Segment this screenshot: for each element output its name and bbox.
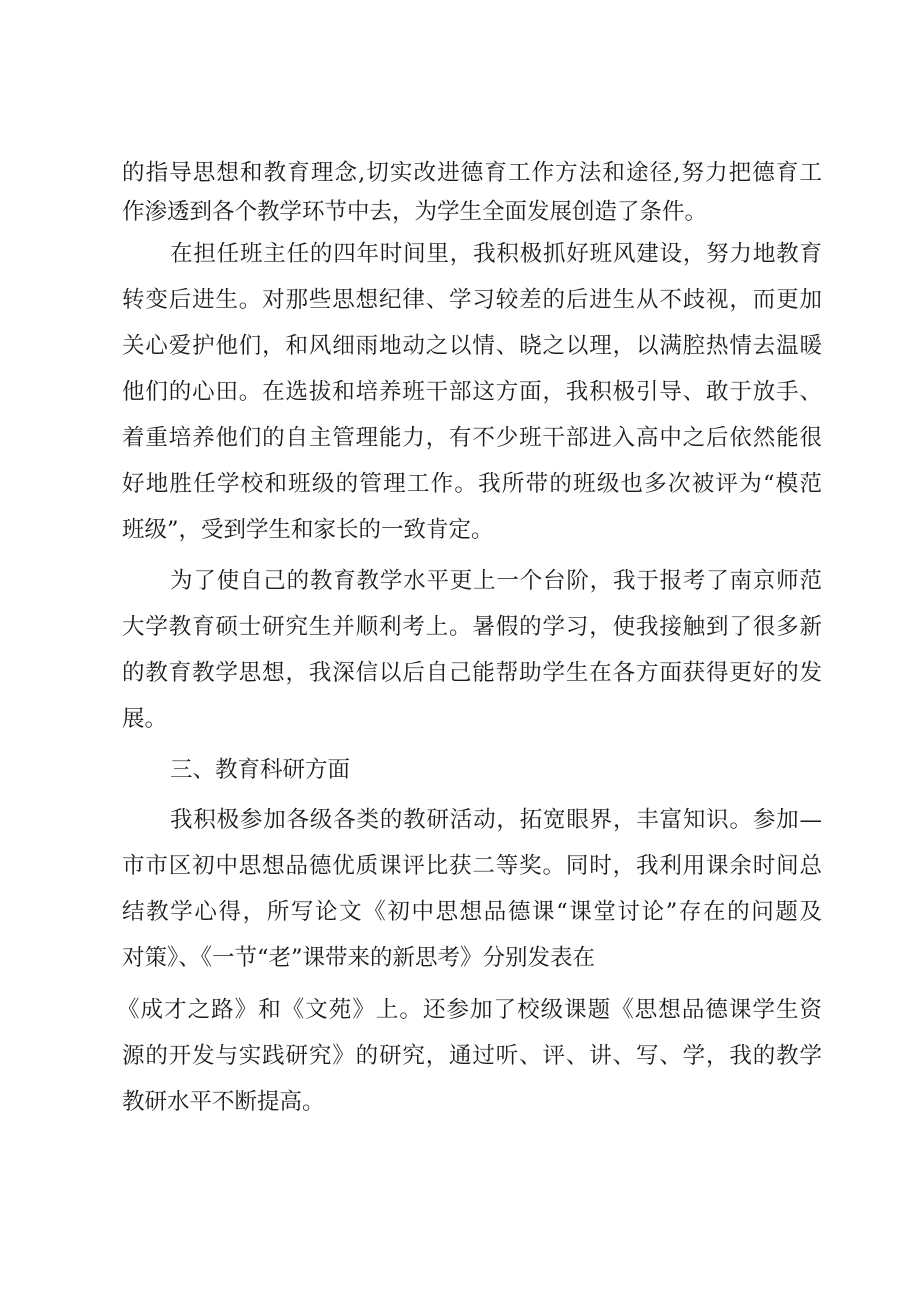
text-line: 《成才之路》和《文苑》上。还参加了校级课题《思想品德课学生资 [117, 997, 822, 1023]
text-line: 的指导思想和教育理念,切实改进德育工作方法和途径,努力把德育工 [122, 160, 822, 186]
section-heading: 三、教育科研方面 [170, 757, 351, 783]
text-line: 关心爱护他们，和风细雨地动之以情、晓之以理，以满腔热情去温暖 [122, 333, 822, 359]
text-line: 作渗透到各个教学环节中去，为学生全面发展创造了条件。 [122, 199, 708, 225]
paragraph-first-line: 我积极参加各级各类的教研活动，拓宽眼界，丰富知识。参加— [170, 807, 822, 833]
paragraph-first-line: 为了使自己的教育教学水平更上一个台阶，我于报考了南京师范 [170, 568, 822, 594]
text-line: 大学教育硕士研究生并顺利考上。暑假的学习，使我接触到了很多新 [122, 614, 822, 640]
text-line: 班级”，受到学生和家长的一致肯定。 [122, 517, 494, 543]
text-line: 教研水平不断提高。 [122, 1089, 325, 1115]
text-line: 着重培养他们的自主管理能力，有不少班干部进入高中之后依然能很 [122, 425, 822, 451]
paragraph-first-line: 在担任班主任的四年时间里，我积极抓好班风建设，努力地教育 [170, 241, 822, 267]
text-line: 市市区初中思想品德优质课评比获二等奖。同时，我利用课余时间总 [122, 853, 822, 879]
text-line: 结教学心得，所写论文《初中思想品德课“课堂讨论”存在的问题及 [122, 899, 822, 925]
text-line: 好地胜任学校和班级的管理工作。我所带的班级也多次被评为“模范 [122, 471, 822, 497]
text-line: 源的开发与实践研究》的研究，通过听、评、讲、写、学，我的教学 [122, 1043, 822, 1069]
text-line: 对策》、《一节“老”课带来的新思考》分别发表在 [122, 945, 596, 971]
text-line: 的教育教学思想，我深信以后自己能帮助学生在各方面获得更好的发 [122, 660, 822, 686]
text-line: 展。 [122, 706, 168, 732]
text-line: 他们的心田。在选拔和培养班干部这方面，我积极引导、敢于放手、 [122, 379, 822, 405]
text-line: 转变后进生。对那些思想纪律、学习较差的后进生从不歧视，而更加 [122, 287, 822, 313]
